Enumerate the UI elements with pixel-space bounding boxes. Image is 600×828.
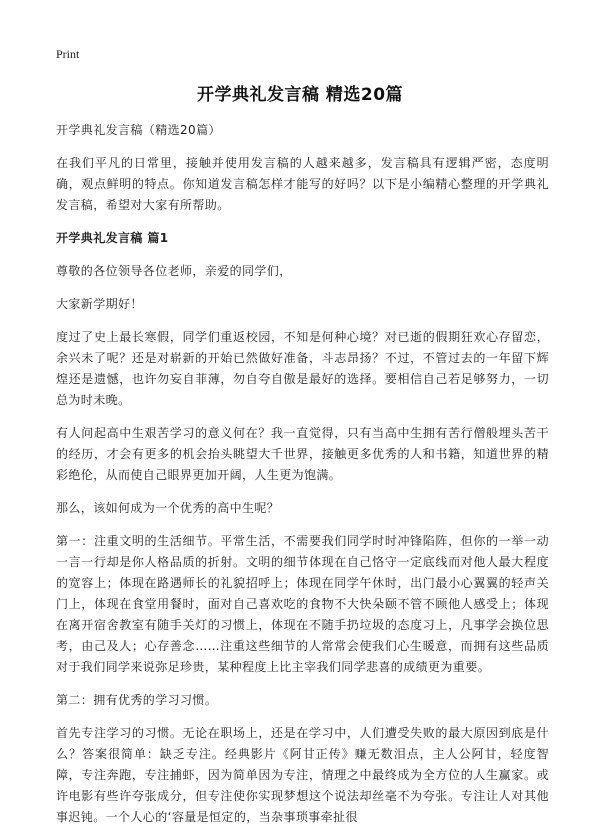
article-body xyxy=(56,120,549,828)
body-paragraph: 首先专注学习的习惯。无论在职场上，还是在学习中，人们遭受失败的最大原因到底是什么？答案很简单：缺乏专注。经典影片《阿甘正传》赚无数泪点，主人公阿甘，轻度智障，专注奔跑，专注捕虾，因为简单因为专注，情理之中最终成为全方位的人生赢家。或许电影有些许夸张成分，但专注使你实现梦想这个说法却丝毫不为夸张。专注让人对其他事迟钝。一个人心的‘容量是恒定的，当杂事琐事牵扯很 xyxy=(56,726,549,824)
page-title: 开学典礼发言稿 精选20篇 xyxy=(196,85,404,105)
body-paragraph: 第二：拥有优秀的学习习惯。 xyxy=(56,693,218,707)
body-paragraph: 有人问起高中生艰苦学习的意义何在？我一直觉得，只有当高中生拥有苦行僧般埋头苦干的经历，才会有更多的机会抬头眺望大千世界，接触更多优秀的人和书籍，知道世界的精彩绝伦，从而使自己眼界更加开阔，人生更为饱满。 xyxy=(56,426,549,482)
print-link[interactable]: Print xyxy=(56,47,80,61)
body-paragraph: 第一：注重文明的生活细节。平常生活，不需要我们同学时时冲锋陷阵，但你的一举一动一言一行却是你人格品质的折射。文明的细节体现在自己恪守一定底线而对他人最大程度的宽容上；体现在路遇师长的礼貌招呼上；体现在同学午休时，出门最小心翼翼的轻声关门上，体现在食堂用餐时，面对自己喜欢吃的食物不大快朵颐不管不顾他人感受上；体现在离开宿舍教室有随手关灯的习惯上，体现在不随手扔垃圾的态度习上，凡事学会换位思考，由己及人；心存善念……注重这些细节的人常常会使我们心生暖意，而拥有这些品质对于我们同学来说弥足珍贵，某种程度上比主宰我们同学悲喜的成绩更为重要。 xyxy=(56,534,549,674)
section-heading: 开学典礼发言稿 篇1 xyxy=(56,231,169,245)
subtitle-paragraph: 开学典礼发言稿（精选20篇） xyxy=(56,123,221,137)
body-paragraph: 度过了史上最长寒假，同学们重返校园，不知是何种心境？对已逝的假期狂欢心存留恋，余兴未了呢？还是对崭新的开始已然做好准备，斗志昂扬？不过，不管过去的一年留下辉煌还是遗憾，也许勿妄自菲薄，勿自夸自傲是最好的选择。要相信自己若足够努力，一切总为时未晚。 xyxy=(56,330,549,407)
greeting-paragraph: 大家新学期好！ xyxy=(56,297,143,311)
body-paragraph: 那么，该如何成为一个优秀的高中生呢？ xyxy=(56,501,280,515)
salutation-paragraph: 尊敬的各位领导各位老师，亲爱的同学们， xyxy=(56,264,292,278)
intro-paragraph: 在我们平凡的日常里，接触并使用发言稿的人越来越多，发言稿具有逻辑严密，态度明确，观点鲜明的特点。你知道发言稿怎样才能写的好吗？以下是小编精心整理的开学典礼发言稿，希望对大家有所帮助。 xyxy=(56,156,549,212)
